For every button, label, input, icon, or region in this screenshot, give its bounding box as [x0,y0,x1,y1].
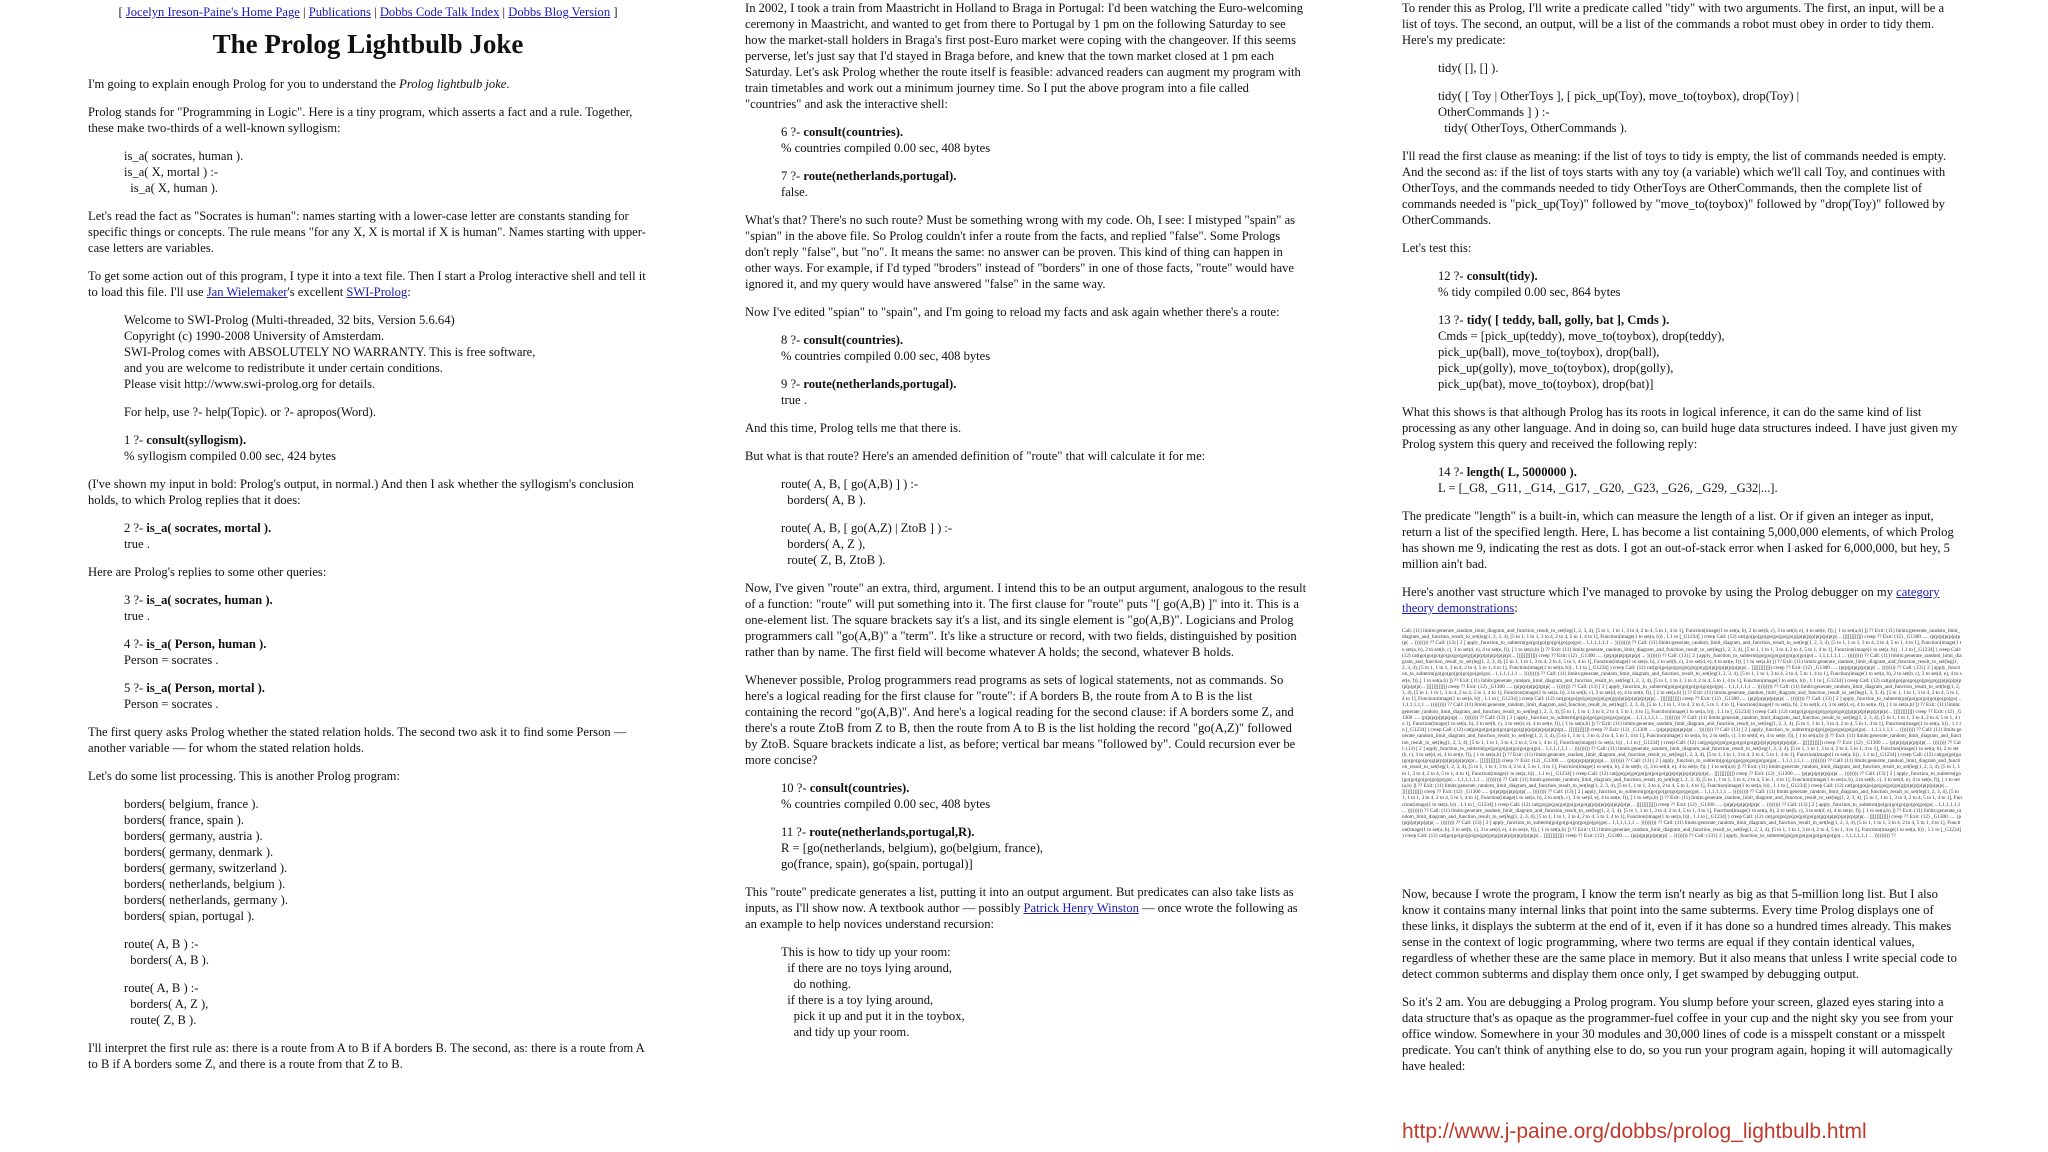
paragraph: What this shows is that although Prolog has its roots in logical inference, it can do the same kind of list processing as any other language. And in doing so, can build huge data structures indeed. I have just given my Prolog system this query and received the following reply: [1402,405,1958,451]
query-block: 4 ?- is_a( Person, human ). Person = socrates . [124,637,267,667]
query-block: 10 ?- consult(countries). % countries compiled 0.00 sec, 408 bytes [781,781,991,811]
paragraph: To get some action out of this program, I type it into a text file. Then I start a Prolog interactive shell and tell it to load this file. I'll use Jan Wielemaker's excellent SWI-Prolog: [88,269,646,299]
paragraph: The first query asks Prolog whether the stated relation holds. The second two ask it to find some Person — another variable — for whom the stated relation holds. [88,725,627,755]
column-1 [88,0,648,1152]
link-swi-prolog[interactable]: SWI-Prolog [346,285,408,299]
intro-paragraph: I'm going to explain enough Prolog for you to understand the Prolog lightbulb joke. [88,77,510,91]
code-block: borders( belgium, france ). borders( france, spain ). borders( germany, austria ). borders( germany, denmark ). borders( germany, switzerland ). borders( netherlands, belgium ). borders( netherlands, germany ). borders( spian, portugal ). [124,797,289,923]
paragraph: To render this as Prolog, I'll write a predicate called "tidy" with two arguments. The first, an input, will be a list of toys. The second, an output, will be a list of the commands a robot must obey in order to tidy them. Here's my predicate: [1402,1,1945,47]
query-block: 12 ?- consult(tidy). % tidy compiled 0.00 sec, 864 bytes [1438,269,1621,299]
paragraph: So it's 2 am. You are debugging a Prolog program. You slump before your screen, glazed eyes staring into a data structure that's as opaque as the programmer-fuel coffee in your cup and the night sky you see from your office window. Somewhere in your 30 modules and 30,000 lines of code is a misspelt constant or a misspelt predicate. You can't think of anything else to do, so you run your program again, hoping it will automagically have healed: [1402,995,1954,1073]
nav-bracket-close: ] [613,5,618,19]
nav-link-publications[interactable]: Publications [308,5,371,19]
paragraph: And this time, Prolog tells me that there is. [745,421,962,435]
nav-separator: | [303,5,306,19]
paragraph: Let's read the fact as "Socrates is human": names starting with a lower-case letter are constants standing for specific things or concepts. The rule means "for any X, X is mortal if X is human". Names starting with upper-case letters are variables. [88,209,646,255]
code-block: route( A, B, [ go(A,Z) | ZtoB ] ) :- borders( A, Z ), route( Z, B, ZtoB ). [781,521,953,567]
paragraph: But what is that route? Here's an amended definition of "route" that will calculate it for me: [745,449,1206,463]
paragraph: Prolog stands for "Programming in Logic". Here is a tiny program, which asserts a fact and a rule. Together, these make two-thirds of a well-known syllogism: [88,105,633,135]
code-block: For help, use ?- help(Topic). or ?- apropos(Word). [124,405,376,419]
nav-link-home[interactable]: Jocelyn Ireson-Paine's Home Page [125,5,300,19]
paragraph: Let's do some list processing. This is another Prolog program: [88,769,400,783]
paragraph: Now, because I wrote the program, I know the term isn't nearly as big as that 5-million long list. But I also know it contains many internal links that point into the same subterms. Every time Prolog displays one of these links, it displays the subterm at the end of it, even if it has done so a hundred times already. This makes sense in the context of logic programming, where two terms are equal if they contain identical values, regardless of whether these are the same place in memory. But it also means that unless I write special code to detect common subterms and display them once only, I get swamped by debugging output. [1402,887,1957,981]
column-3 [1402,0,1962,1152]
paragraph: This "route" predicate generates a list, putting it into an output argument. But predicates can also take lists as inputs, as I'll show now. A textbook author — possibly Patrick Henry Winston — once wrote the following as an example to help novices understand recursion: [745,885,1298,931]
nav-separator: | [374,5,377,19]
nav-link-codetalk[interactable]: Dobbs Code Talk Index [379,5,500,19]
query-block: 13 ?- tidy( [ teddy, ball, golly, bat ], Cmds ). Cmds = [pick_up(teddy), move_to(toybox), drop(teddy), pick_up(ball), move_to(toybox), drop(ball), pick_up(golly), move_to(toybox), drop(golly), pick_up(bat), move_to(toybox), drop(bat)] [1438,313,1725,391]
code-block: route( A, B ) :- borders( A, Z ), route( Z, B ). [124,981,209,1027]
query-block: 5 ?- is_a( Person, mortal ). Person = socrates . [124,681,265,711]
code-block: Welcome to SWI-Prolog (Multi-threaded, 32 bits, Version 5.6.64) Copyright (c) 1990-2008 University of Amsterdam. SWI-Prolog comes with ABSOLUTELY NO WARRANTY. This is free software, and you are welcome to redistribute it under certain conditions. Please visit http://www.swi-prolog.org for details. [124,313,536,391]
page-title: The Prolog Lightbulb Joke [212,29,524,59]
paragraph: Here's another vast structure which I've managed to provoke by using the Prolog debugger on my category theory demonstrations: [1402,585,1940,615]
code-block: tidy( [ Toy | OtherToys ], [ pick_up(Toy), move_to(toybox), drop(Toy) | OtherCommands ] ) :- tidy( OtherToys, OtherCommands ). [1438,89,1800,135]
query-block: 7 ?- route(netherlands,portugal). false. [781,169,957,199]
nav-separator: | [502,5,506,19]
paragraph: Whenever possible, Prolog programmers read programs as sets of logical statements, not as commands. So here's a logical reading for the first clause for "route": if A borders B, the route from A to B is the list containing the record "go(A,B)". And here's a logical reading for the second clause: if A borders some Z, and there's a route ZtoB from Z to B, then the route from A to B is the list holding the record "go(A,Z)" followed by ZtoB. Square brackets indicate a list, as before; vertical bar means "followed by". Could recursion ever be more concise? [745,673,1296,767]
query-block: 8 ?- consult(countries). % countries compiled 0.00 sec, 408 bytes [781,333,991,363]
paragraph: I'll read the first clause as meaning: if the list of toys to tidy is empty, the list of commands needed is empty. And the second as: if the list of toys starts with any toy (a variable) which we'll call Toy, and continues with OtherToys, and the commands needed to tidy OtherToys are OtherCommands, then the complete list of commands needed is "pick_up(Toy)" followed by "move_to(toybox)" followed by "drop(Toy)" followed by OtherCommands. [1402,149,1947,227]
code-block: route( A, B ) :- borders( A, B ). [124,937,209,967]
paragraph: I'll interpret the first rule as: there is a route from A to B if A borders B. The second, as: there is a route from A to B if A borders some Z, and there is a route from that Z to B. [88,1041,645,1071]
link-wielemaker[interactable]: Jan Wielemaker [206,285,288,299]
query-block: 14 ?- length( L, 5000000 ). L = [_G8, _G11, _G14, _G17, _G20, _G23, _G26, _G29, _G32|...]. [1438,465,1778,495]
code-block: This is how to tidy up your room: if there are no toys lying around, do nothing. if there is a toy lying around, pick it up and put it in the toybox, and tidy up your room. [781,945,965,1039]
nav-bracket-open: [ [118,5,123,19]
source-url[interactable]: http://www.j-paine.org/dobbs/prolog_lightbulb.html [1402,1120,1867,1143]
paragraph: (I've shown my input in bold: Prolog's output, in normal.) And then I ask whether the syllogism's conclusion holds, to which Prolog replies that it does: [88,477,634,507]
code-block: tidy( [], [] ). [1438,61,1499,75]
link-category-theory[interactable]: category theory demonstrations [1402,585,1940,615]
paragraph: In 2002, I took a train from Maastricht in Holland to Braga in Portugal: I'd been watching the Euro-welcoming ceremony in Maastricht, and wanted to get from there to Portugal by 1 pm on the following Saturday to see how the market-stall holders in Braga's first post-Euro market were coping with the changeover. If this seems perverse, let's just say that I'd stayed in Braga before, and knew that the town market closed at 1 pm each Saturday. Let's ask Prolog whether the route itself is feasible: advanced readers can augment my program with train timetables and work out a minimum journey time. So I put the above program into a file called "countries" and ask the interactive shell: [745,1,1304,111]
query-block: 6 ?- consult(countries). % countries compiled 0.00 sec, 408 bytes [781,125,991,155]
query-block: 2 ?- is_a( socrates, mortal ). true . [124,521,272,551]
query-block: 11 ?- route(netherlands,portugal,R). R = [go(netherlands, belgium), go(belgium, france), go(france, spain), go(spain, portugal)] [781,825,1044,871]
paragraph: Let's test this: [1402,241,1472,255]
query-block: 3 ?- is_a( socrates, human ). true . [124,593,273,623]
nav-link-blog[interactable]: Dobbs Blog Version [508,5,611,19]
query-block: 1 ?- consult(syllogism). % syllogism compiled 0.00 sec, 424 bytes [124,433,336,463]
paragraph: Here are Prolog's replies to some other queries: [88,565,327,579]
paragraph: The predicate "length" is a built-in, which can measure the length of a list. Or if given an integer as input, return a list of the specified length. Here, L has become a list containing 5,000,000 elements, of which Prolog has shown me 9, indicating the rest as dots. I got an out-of-stack error when I asked for 6,000,000, but hey, 5 million ain't bad. [1402,509,1954,571]
code-block: route( A, B, [ go(A,B) ] ) :- borders( A, B ). [781,477,919,507]
column-2 [745,0,1307,1152]
paragraph: Now I've edited "spian" to "spain", and I'm going to reload my facts and ask again whether there's a route: [745,305,1280,319]
debugger-output-dump: Call: (11) limits:generate_random_limit_diagram_and_function_result_to_set(leg(1, 2, 3, 4), [5 to 1, 1 to 1, 3 to 4, 2 to 4, 5 to 1, 4 to 1], Function(image(1 to set(a, b), 2 to set(b, c), 3 to set(d, e), 4 to set(e, f)), [ 1 to set(a,b) ]) ?? Exit: (11) limits:generate_random_limit_diagram_and_function_result_to_set(leg(1, 2, 3, 4), [5 to 1, 1 to 1, 3 to 4, 2 to 4, 5 to 1, 4 to 1], Function(image(1 to set(a, b)) , 1.1 to [_G1234] ) creep Call: (12) cat(go(go(go(go(go(go(go(g(p(p(p(p(p(p(p(p(p(... ]]]]]]]]]]]) creep ?? Exit: (12) _G1300 ..... (p(p(p(p(p(p(p(p( ... )))))))) ?? Call: (13) [ 2 ] apply_function_to_subterm(go(go(go(go(go(go(go(go(... 1,1,1,1,1,1 ... ))))))))) ?? Call: (11) limits:generate_random_limit_diagram_and_function_result_to_set(leg(1, 2, 3, 4), [5 to 1, 1 to 1, 3 to 4, 2 to 4, 5 to 1, 4 to 1], Function(image(1 to set(a, b), 2 to set(b, c), 3 to set(d, e), 4 to set(e, f)), [ 1 to set(a,b) ]) ?? Exit: (11) limits:generate_random_limit_diagram_and_function_result_to_set(leg(1, 2, 3, 4), [5 to 1, 1 to 1, 3 to 4, 2 to 4, 5 to 1, 4 to 1], Function(image(1 to set(a, b)) , 1.1 to [_G1234] ) creep Call: (12) cat(go(go(go(go(go(go(go(g(p(p(p(p(p(p(p(p(p(... ]]]]]]]]]]]) creep ?? Exit: (12) _G1300 ..... (p(p(p(p(p(p(p(p( ... )))))))) ?? Call: (13) [ 2 ] apply_function_to_subterm(go(go(go(go(go(go(go(go(... 1,1,1,1,1,1 ... ))))))))) ?? Call: (11) limits:generate_random_limit_diagram_and_function_result_to_set(leg(1, 2, 3, 4), [5 to 1, 1 to 1, 3 to 4, 2 to 4, 5 to 1, 4 to 1], Function(image(1 to set(a, b), 2 to set(b, c), 3 to set(d, e), 4 to set(e, f)), [ 1 to set(a,b) ]) ?? Exit: (11) limits:generate_random_limit_diagram_and_function_result_to_set(leg(1, 2, 3, 4), [5 to 1, 1 to 1, 3 to 4, 2 to 4, 5 to 1, 4 to 1], Function(image(1 to set(a, b)) , 1.1 to [_G1234] ) creep Call: (12) cat(go(go(go(go(go(go(go(g(p(p(p(p(p(p(p(p(p(... ]]]]]]]]]]]) creep ?? Exit: (12) _G1300 ..... (p(p(p(p(p(p(p(p( ... )))))))) ?? Call: (13) [ 2 ] apply_function_to_subterm(go(go(go(go(go(go(go(go(... 1,1,1,1,1,1 ... ))))))))) ?? Call: (11) limits:generate_random_limit_diagram_and_function_result_to_set(leg(1, 2, 3, 4), [5 to 1, 1 to 1, 3 to 4, 2 to 4, 5 to 1, 4 to 1], Function(image(1 to set(a, b), 2 to set(b, c), 3 to set(d, e), 4 to set(e, f)), [ 1 to set(a,b) ]) ?? Exit: (11) limits:generate_random_limit_diagram_and_function_result_to_set(leg(1, 2, 3, 4), [5 to 1, 1 to 1, 3 to 4, 2 to 4, 5 to 1, 4 to 1], Function(image(1 to set(a, b)) , 1.1 to [_G1234] ) creep Call: (12) cat(go(go(go(go(go(go(go(g(p(p(p(p(p(p(p(p(p(... ]]]]]]]]]]]) creep ?? Exit: (12) _G1300 ..... (p(p(p(p(p(p(p(p( ... )))))))) ?? Call: (13) [ 2 ] apply_function_to_subterm(go(go(go(go(go(go(go(go(... 1,1,1,1,1,1 ... ))))))))) ?? Call: (11) limits:generate_random_limit_diagram_and_function_result_to_set(leg(1, 2, 3, 4), [5 to 1, 1 to 1, 3 to 4, 2 to 4, 5 to 1, 4 to 1], Function(image(1 to set(a, b), 2 to set(b, c), 3 to set(d, e), 4 to set(e, f)), [ 1 to set(a,b) ]) ?? Exit: (11) limits:generate_random_limit_diagram_and_function_result_to_set(leg(1, 2, 3, 4), [5 to 1, 1 to 1, 3 to 4, 2 to 4, 5 to 1, 4 to 1], Function(image(1 to set(a, b)) , 1.1 to [_G1234] ) creep Call: (12) cat(go(go(go(go(go(go(go(g(p(p(p(p(p(p(p(p(p(... ]]]]]]]]]]]) creep ?? Exit: (12) _G1300 ..... (p(p(p(p(p(p(p(p( ... )))))))) ?? Call: (13) [ 2 ] apply_function_to_subterm(go(go(go(go(go(go(go(go(... 1,1,1,1,1,1 ... ))))))))) ?? Call: (11) limits:generate_random_limit_diagram_and_function_result_to_set(leg(1, 2, 3, 4), [5 to 1, 1 to 1, 3 to 4, 2 to 4, 5 to 1, 4 to 1], Function(image(1 to set(a, b), 2 to set(b, c), 3 to set(d, e), 4 to set(e, f)), [ 1 to set(a,b) ]) ?? Exit: (11) limits:generate_random_limit_diagram_and_function_result_to_set(leg(1, 2, 3, 4), [5 to 1, 1 to 1, 3 to 4, 2 to 4, 5 to 1, 4 to 1], Function(image(1 to set(a, b)) , 1.1 to [_G1234] ) creep Call: (12) cat(go(go(go(go(go(go(go(g(p(p(p(p(p(p(p(p(p(... ]]]]]]]]]]]) creep ?? Exit: (12) _G1300 ..... (p(p(p(p(p(p(p(p( ... )))))))) ?? Call: (13) [ 2 ] apply_function_to_subterm(go(go(go(go(go(go(go(go(... 1,1,1,1,1,1 ... ))))))))) ?? Call: (11) limits:generate_random_limit_diagram_and_function_result_to_set(leg(1, 2, 3, 4), [5 to 1, 1 to 1, 3 to 4, 2 to 4, 5 to 1, 4 to 1], Function(image(1 to set(a, b), 2 to set(b, c), 3 to set(d, e), 4 to set(e, f)), [ 1 to set(a,b) ]) ?? Exit: (11) limits:generate_random_limit_diagram_and_function_result_to_set(leg(1, 2, 3, 4), [5 to 1, 1 to 1, 3 to 4, 2 to 4, 5 to 1, 4 to 1], Function(image(1 to set(a, b)) , 1.1 to [_G1234] ) creep Call: (12) cat(go(go(go(go(go(go(go(g(p(p(p(p(p(p(p(p(p(... ]]]]]]]]]]]) creep ?? Exit: (12) _G1300 ..... (p(p(p(p(p(p(p(p( ... )))))))) ?? Call: (13) [ 2 ] apply_function_to_subterm(go(go(go(go(go(go(go(go(... 1,1,1,1,1,1 ... ))))))))) ?? Call: (11) limits:generate_random_limit_diagram_and_function_result_to_set(leg(1, 2, 3, 4), [5 to 1, 1 to 1, 3 to 4, 2 to 4, 5 to 1, 4 to 1], Function(image(1 to set(a, b), 2 to set(b, c), 3 to set(d, e), 4 to set(e, f)), [ 1 to set(a,b) ]) ?? Exit: (11) limits:generate_random_limit_diagram_and_function_result_to_set(leg(1, 2, 3, 4), [5 to 1, 1 to 1, 3 to 4, 2 to 4, 5 to 1, 4 to 1], Function(image(1 to set(a, b)) , 1.1 to [_G1234] ) creep Call: (12) cat(go(go(go(go(go(go(go(g(p(p(p(p(p(p(p(p(p(... ]]]]]]]]]]]) creep ?? Exit: (12) _G1300 ..... (p(p(p(p(p(p(p(p( ... )))))))) ?? Call: (13) [ 2 ] apply_function_to_subterm(go(go(go(go(go(go(go(go(... 1,1,1,1,1,1 ... ))))))))) ?? Call: (11) limits:generate_random_limit_diagram_and_function_result_to_set(leg(1, 2, 3, 4), [5 to 1, 1 to 1, 3 to 4, 2 to 4, 5 to 1, 4 to 1], Function(image(1 to set(a, b), 2 to set(b, c), 3 to set(d, e), 4 to set(e, f)), [ 1 to set(a,b) ]) ?? Exit: (11) limits:generate_random_limit_diagram_and_function_result_to_set(leg(1, 2, 3, 4), [5 to 1, 1 to 1, 3 to 4, 2 to 4, 5 to 1, 4 to 1], Function(image(1 to set(a, b)) , 1.1 to [_G1234] ) creep Call: (12) cat(go(go(go(go(go(go(go(g(p(p(p(p(p(p(p(p(p(... ]]]]]]]]]]]) creep ?? Exit: (12) _G1300 ..... (p(p(p(p(p(p(p(p( ... )))))))) ?? Call: (13) [ 2 ] apply_function_to_subterm(go(go(go(go(go(go(go(go(... 1,1,1,1,1,1 ... ))))))))) ?? Call: (11) limits:generate_random_limit_diagram_and_function_result_to_set(leg(1, 2, 3, 4), [5 to 1, 1 to 1, 3 to 4, 2 to 4, 5 to 1, 4 to 1], Function(image(1 to set(a, b), 2 to set(b, c), 3 to set(d, e), 4 to set(e, f)), [ 1 to set(a,b) ]) ?? Exit: (11) limits:generate_random_limit_diagram_and_function_result_to_set(leg(1, 2, 3, 4), [5 to 1, 1 to 1, 3 to 4, 2 to 4, 5 to 1, 4 to 1], Function(image(1 to set(a, b)) , 1.1 to [_G1234] ) creep Call: (12) cat(go(go(go(go(go(go(go(g(p(p(p(p(p(p(p(p(p(... ]]]]]]]]]]]) creep ?? Exit: (12) _G1300 ..... (p(p(p(p(p(p(p(p( ... )))))))) ?? Call: (13) [ 2 ] apply_function_to_subterm(go(go(go(go(go(go(go(go(... 1,1,1,1,1,1 ... ))))))))) ?? Call: (11) limits:generate_random_limit_diagram_and_function_result_to_set(leg(1, 2, 3, 4), [5 to 1, 1 to 1, 3 to 4, 2 to 4, 5 to 1, 4 to 1], Function(image(1 to set(a, b), 2 to set(b, c), 3 to set(d, e), 4 to set(e, f)), [ 1 to set(a,b) ]) ?? Exit: (11) limits:generate_random_limit_diagram_and_function_result_to_set(leg(1, 2, 3, 4), [5 to 1, 1 to 1, 3 to 4, 2 to 4, 5 to 1, 4 to 1], Function(image(1 to set(a, b)) , 1.1 to [_G1234] ) creep Call: (12) cat(go(go(go(go(go(go(go(g(p(p(p(p(p(p(p(p(p(... ]]]]]]]]]]]) creep ?? Exit: (12) _G1300 ..... (p(p(p(p(p(p(p(p( ... )))))))) ?? Call: (13) [ 2 ] apply_function_to_subterm(go(go(go(go(go(go(go(go(... 1,1,1,1,1,1 ... ))))))))) ?? Call: (11) limits:generate_random_limit_diagram_and_function_result_to_set(leg(1, 2, 3, 4), [5 to 1, 1 to 1, 3 to 4, 2 to 4, 5 to 1, 4 to 1], Function(image(1 to set(a, b), 2 to set(b, c), 3 to set(d, e), 4 to set(e, f)), [ 1 to set(a,b) ]) ?? Exit: (11) limits:generate_random_limit_diagram_and_function_result_to_set(leg(1, 2, 3, 4), [5 to 1, 1 to 1, 3 to 4, 2 to 4, 5 to 1, 4 to 1], Function(image(1 to set(a, b)) , 1.1 to [_G1234] ) creep Call: (12) cat(go(go(go(go(go(go(go(g(p(p(p(p(p(p(p(p(p(... ]]]]]]]]]]]) creep ?? Exit: (12) _G1300 ..... (p(p(p(p(p(p(p(p( ... )))))))) ?? Call: (13) [ 2 ] apply_function_to_subterm(go(go(go(go(go(go(go(go(... 1,1,1,1,1,1 ... ))))))))) ?? Call: (11) limits:generate_random_limit_diagram_and_function_result_to_set(leg(1, 2, 3, 4), [5 to 1, 1 to 1, 3 to 4, 2 to 4, 5 to 1, 4 to 1], Function(image(1 to set(a, b), 2 to set(b, c), 3 to set(d, e), 4 to set(e, f)), [ 1 to set(a,b) ]) ?? Exit: (11) limits:generate_random_limit_diagram_and_function_result_to_set(leg(1, 2, 3, 4), [5 to 1, 1 to 1, 3 to 4, 2 to 4, 5 to 1, 4 to 1], Function(image(1 to set(a, b)) , 1.1 to [_G1234] ) creep Call: (12) cat(go(go(go(go(go(go(go(g(p(p(p(p(p(p(p(p(p(... ]]]]]]]]]]]) creep ?? Exit: (12) _G1300 ..... (p(p(p(p(p(p(p(p( ... )))))))) ?? Call: (13) [ 2 ] apply_function_to_subterm(go(go(go(go(go(go(go(go(... 1,1,1,1,1,1 ... ))))))))) ?? Call: (11) limits:generate_random_limit_diagram_and_function_result_to_set(leg(1, 2, 3, 4), [5 to 1, 1 to 1, 3 to 4, 2 to 4, 5 to 1, 4 to 1], Function(image(1 to set(a, b), 2 to set(b, c), 3 to set(d, e), 4 to set(e, f)), [ 1 to set(a,b) ]) ?? Exit: (11) limits:generate_random_limit_diagram_and_function_result_to_set(leg(1, 2, 3, 4), [5 to 1, 1 to 1, 3 to 4, 2 to 4, 5 to 1, 4 to 1], Function(image(1 to set(a, b)) , 1.1 to [_G1234] ) creep Call: (12) cat(go(go(go(go(go(go(go(g(p(p(p(p(p(p(p(p(p(... ]]]]]]]]]]]) creep ?? Exit: (12) _G1300 ..... (p(p(p(p(p(p(p(p( ... )))))))) ?? Call: (13) [ 2 ] apply_function_to_subterm(go(go(go(go(go(go(go(go(... 1,1,1,1,1,1 ... ))))))))) ?? [1402,628,1962,839]
query-block: 9 ?- route(netherlands,portugal). true . [781,377,957,407]
paragraph: What's that? There's no such route? Must be something wrong with my code. Oh, I see: I mistyped "spain" as "spian" in the above file. So Prolog couldn't infer a route from the facts, and replied "false". Some Prologs don't reply "false", but "no". It means the same: no answer can be proven. This kind of thing can happen in other ways. For example, if I'd typed "broders" instead of "borders" in one of those facts, "route" would have ignored it, and my query would have answered "false" in the same way. [745,213,1296,291]
code-block: is_a( socrates, human ). is_a( X, mortal ) :- is_a( X, human ). [124,149,244,195]
top-nav [88,4,648,20]
paragraph: Now, I've given "route" an extra, third, argument. I intend this to be an output argument, analogous to the result of a function: "route" will put something into it. The first clause for "route" puts "[ go(A,B) ]" into it. This is a one-element list. The square brackets say it's a list, and its single element is "go(A,B)". Logicians and Prolog programmers call "go(A,B)" a "term". It's like a structure or record, with two fields, distinguished by position rather than by name. The first field will become whatever A holds; the second, whatever B holds. [745,581,1307,659]
link-winston[interactable]: Patrick Henry Winston [1023,901,1139,915]
